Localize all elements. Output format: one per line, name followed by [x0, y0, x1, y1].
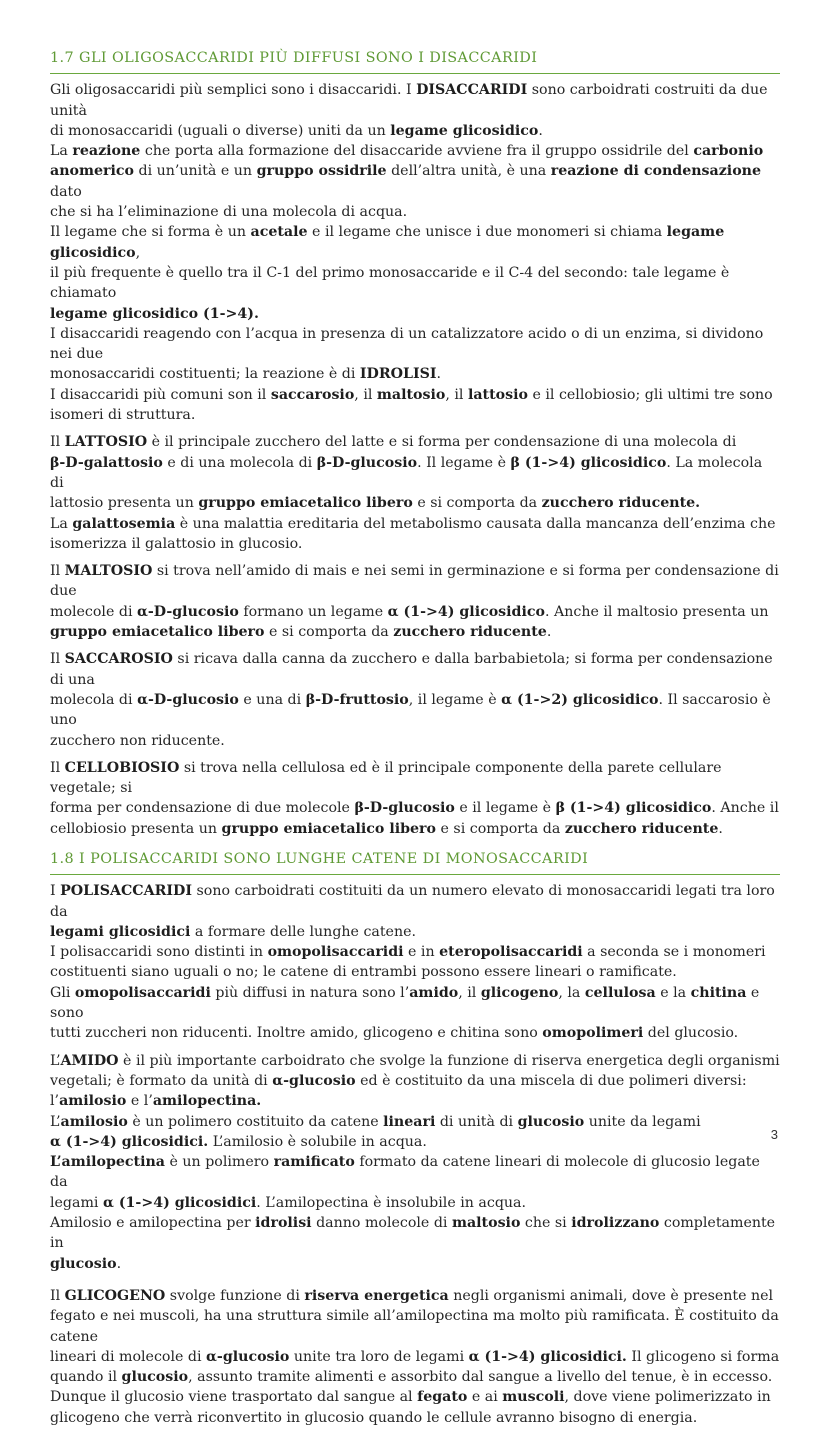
text-run: di un’unità e un	[133, 163, 257, 180]
bold-text: fegato	[417, 1389, 468, 1406]
text-run: Il glicogeno si forma	[626, 1348, 780, 1365]
text-line	[50, 1132, 780, 1152]
text-run: formato da catene lineari di molecole di glucosio legate da	[50, 1154, 765, 1191]
text-run: vegetali; è formato da unità di	[50, 1072, 273, 1089]
text-run: glicogeno che verrà riconvertito in glucosio quando le cellule avranno bisogno di energia.	[50, 1409, 698, 1426]
text-run: e in	[403, 944, 440, 961]
text-run: lineari di molecole di	[50, 1348, 207, 1365]
bold-text: lineari	[383, 1113, 436, 1130]
text-run: è un polimero costituito da catene	[127, 1113, 384, 1130]
text-run: La	[50, 143, 73, 160]
bold-text: idrolisi	[255, 1215, 312, 1232]
text-run: Il legame che si forma è un	[50, 224, 251, 241]
text-run: , il legame è	[408, 691, 502, 708]
bold-text: maltosio	[376, 386, 446, 403]
text-run: molecola di	[50, 691, 138, 708]
text-line	[50, 1347, 780, 1367]
text-line	[50, 514, 780, 534]
text-run: e si comporta da	[412, 495, 542, 512]
text-line	[50, 1152, 780, 1193]
text-line	[50, 922, 780, 942]
text-line	[50, 731, 780, 751]
text-line	[50, 1071, 780, 1091]
bold-text: SACCAROSIO	[64, 651, 173, 668]
bold-text: amilopectina.	[152, 1093, 262, 1110]
text-line	[50, 364, 780, 384]
text-run: svolge funzione di	[165, 1287, 305, 1304]
text-run: è il principale zucchero del latte e si forma per condensazione di una molecola di	[147, 434, 737, 451]
bold-text: gruppo ossidrile	[256, 163, 387, 180]
text-run: e di una molecola di	[162, 454, 317, 471]
text-run: completamente in	[50, 1215, 780, 1252]
text-run: Gli oligosaccaridi più semplici sono i disaccaridi. I	[50, 82, 417, 99]
bold-text: anomerico	[50, 163, 134, 180]
text-line	[50, 881, 780, 922]
text-run: e la	[655, 984, 691, 1001]
text-run: dato	[50, 163, 766, 200]
text-run: Il	[50, 651, 65, 668]
bold-text: LATTOSIO	[64, 434, 148, 451]
text-run: . Anche il	[711, 800, 779, 817]
text-run: unite da legami	[584, 1113, 701, 1130]
bold-text: legami glicosidici	[50, 923, 191, 940]
text-run: lattosio presenta un	[50, 495, 199, 512]
bold-text: β-D-glucosio	[316, 454, 418, 471]
text-run: più diffusi in natura sono l’	[210, 984, 410, 1001]
text-run: l’	[50, 1093, 60, 1110]
text-line	[50, 1408, 780, 1428]
text-line	[50, 622, 780, 642]
text-run: L’	[50, 1052, 61, 1069]
bold-text: gruppo emiacetalico libero	[221, 820, 436, 837]
text-run: si trova nell’amido di mais e nei semi in germinazione e si forma per condensazione di due	[50, 563, 784, 600]
bold-text: GLICOGENO	[64, 1287, 166, 1304]
bold-text: riserva energetica	[304, 1287, 449, 1304]
text-run: isomerizza il galattosio in glucosio.	[50, 535, 303, 552]
text-line	[50, 222, 780, 263]
bold-text: reazione	[72, 143, 141, 160]
section-heading-1-7: 1.7 GLI OLIGOSACCARIDI PIÙ DIFFUSI SONO I DISACCARIDI	[50, 48, 780, 74]
text-run: e sono	[50, 984, 764, 1022]
bold-text: POLISACCARIDI	[60, 883, 192, 900]
bold-text: carbonio	[693, 143, 764, 160]
text-line	[50, 1091, 780, 1111]
text-line	[50, 819, 780, 839]
bold-text: legame glicosidico	[50, 224, 730, 261]
text-line	[50, 432, 780, 452]
text-line	[50, 1213, 780, 1254]
document-page	[50, 48, 784, 1435]
text-run: forma per condensazione di due molecole	[50, 800, 355, 817]
text-line	[50, 962, 780, 982]
bold-text: amilosio	[60, 1113, 128, 1130]
text-run: quando il	[50, 1369, 122, 1386]
text-run: cellobiosio presenta un	[50, 820, 222, 837]
text-line	[50, 602, 780, 622]
text-run: . L’amilopectina è insolubile in acqua.	[256, 1194, 527, 1211]
bold-text: β (1->4) glicosidico	[555, 800, 712, 817]
bold-text: α (1->2) glicosidico	[501, 691, 659, 708]
bold-text: CELLOBIOSIO	[64, 759, 180, 776]
paragraph	[50, 432, 780, 554]
text-line	[50, 493, 780, 513]
bold-text: α (1->4) glicosidici.	[50, 1133, 209, 1150]
text-line	[50, 561, 784, 602]
text-line	[50, 649, 780, 690]
text-line	[50, 690, 780, 731]
text-run: , il	[458, 984, 481, 1001]
text-run: danno molecole di	[311, 1215, 452, 1232]
bold-text: β-D-glucosio	[354, 800, 455, 817]
text-run: e si comporta da	[264, 624, 394, 641]
bold-text: eteropolisaccaridi	[439, 944, 583, 961]
text-line	[50, 161, 780, 202]
bold-text: lattosio	[467, 386, 528, 403]
bold-text: α-D-glucosio	[137, 603, 239, 620]
text-run: legami	[50, 1194, 103, 1211]
text-run: Il	[50, 759, 65, 776]
text-run: Amilosio e amilopectina per	[50, 1215, 256, 1232]
text-run: I polisaccaridi sono distinti in	[50, 944, 268, 961]
bold-text: IDROLISI	[359, 366, 437, 383]
bold-text: MALTOSIO	[64, 563, 153, 580]
text-run: e il cellobiosio; gli ultimi tre sono	[527, 386, 773, 403]
bold-text: L’amilopectina	[50, 1154, 165, 1171]
text-line	[50, 385, 780, 405]
text-run: a seconda se i monomeri	[582, 944, 766, 961]
text-run: è una malattia ereditaria del metabolismo causata dalla mancanza dell’enzima che	[175, 515, 776, 532]
bold-text: saccarosio	[270, 386, 355, 403]
text-run: e il legame è	[454, 800, 556, 817]
bold-text: α-glucosio	[272, 1072, 356, 1089]
text-run: formano un legame	[238, 603, 388, 620]
paragraph	[50, 881, 780, 1043]
text-run: . Il legame è	[417, 454, 511, 471]
section-heading-1-8: 1.8 I POLISACCARIDI SONO LUNGHE CATENE DI MONOSACCARIDI	[50, 849, 780, 875]
text-run: sono carboidrati costituiti da un numero elevato di monosaccaridi legati tra loro da	[50, 883, 780, 920]
paragraph	[50, 80, 780, 425]
text-run: Gli	[50, 984, 75, 1001]
text-run: , assunto tramite alimenti e assorbito dal sangue a livello del tenue, è in eccesso.	[188, 1369, 773, 1386]
text-line	[50, 1112, 780, 1132]
text-line	[50, 1193, 780, 1213]
text-line	[50, 798, 780, 818]
text-line	[50, 324, 780, 365]
text-run: si ricava dalla canna da zucchero e dalla barbabietola; si forma per condensazione di una	[50, 651, 778, 688]
text-line	[50, 1387, 780, 1407]
paragraph	[50, 758, 780, 839]
bold-text: α (1->4) glicosidico	[387, 603, 545, 620]
text-line	[50, 983, 780, 1024]
text-run: fegato e nei muscoli, ha una struttura simile all’amilopectina ma molto più ramificata. È costituito da catene	[50, 1308, 784, 1345]
bold-text: gruppo emiacetalico libero	[198, 495, 413, 512]
text-run: , la	[558, 984, 585, 1001]
text-run: La	[50, 515, 73, 532]
text-run: , il	[445, 386, 468, 403]
text-line	[50, 121, 780, 141]
text-line	[50, 453, 780, 494]
paragraph	[50, 1051, 780, 1274]
bold-text: glicogeno	[480, 984, 559, 1001]
text-run: di unità di	[435, 1113, 518, 1130]
text-run: è il più importante carboidrato che svolge la funzione di riserva energetica degli organismi	[118, 1052, 780, 1069]
text-run: si trova nella cellulosa ed è il principale componente della parete cellulare vegetale; si	[50, 759, 727, 797]
bold-text: acetale	[250, 224, 308, 241]
text-run: che si ha l’eliminazione di una molecola di acqua.	[50, 204, 408, 221]
text-run: e ai	[467, 1389, 503, 1406]
text-run: I	[50, 883, 61, 900]
text-run: . La molecola di	[50, 454, 767, 491]
bold-text: DISACCARIDI	[416, 82, 528, 99]
bold-text: zucchero riducente.	[541, 495, 701, 512]
text-run: . Il saccarosio è uno	[50, 691, 776, 729]
bold-text: amilosio	[59, 1093, 127, 1110]
text-run: ,	[135, 244, 141, 261]
bold-text: glucosio	[517, 1113, 585, 1130]
bold-text: galattosemia	[72, 515, 176, 532]
bold-text: legame glicosidico (1->4).	[50, 305, 259, 322]
text-run: sono carboidrati costruiti da due unità	[50, 82, 773, 119]
text-run: ed è costituito da una miscela di due polimeri diversi:	[355, 1072, 747, 1089]
text-run: .	[436, 366, 442, 383]
text-run: di monosaccaridi (uguali o diverse) uniti da un	[50, 122, 391, 139]
bold-text: zucchero riducente	[393, 624, 547, 641]
bold-text: maltosio	[451, 1215, 521, 1232]
text-line	[50, 263, 780, 304]
bold-text: zucchero riducente	[564, 820, 719, 837]
text-run: , dove viene polimerizzato in	[564, 1389, 771, 1406]
text-run: . Anche il maltosio presenta un	[544, 603, 769, 620]
bold-text: α (1->4) glicosidici.	[468, 1348, 627, 1365]
paragraph	[50, 1286, 784, 1428]
bold-text: glucosio	[50, 1255, 117, 1272]
text-run: I disaccaridi reagendo con l’acqua in presenza di un catalizzatore acido o di un enzima, si dividono nei due	[50, 325, 768, 363]
bold-text: glucosio	[121, 1369, 189, 1386]
text-run: tutti zuccheri non riducenti. Inoltre amido, glicogeno e chitina sono	[50, 1025, 543, 1042]
text-run: a formare delle lunghe catene.	[190, 923, 416, 940]
text-line	[50, 1367, 780, 1387]
text-run: il più frequente è quello tra il C-1 del primo monosaccaride e il C-4 del secondo: tale legame è chiamato	[50, 264, 734, 302]
bold-text: ramificato	[273, 1154, 355, 1171]
section-body-1-8	[50, 881, 784, 1428]
page-number: 3	[770, 1127, 778, 1142]
text-run: isomeri di struttura.	[50, 407, 196, 424]
text-run: dell’altra unità, è una	[386, 163, 551, 180]
bold-text: omopolisaccaridi	[267, 944, 404, 961]
bold-text: β (1->4) glicosidico	[510, 454, 667, 471]
text-run: molecole di	[50, 603, 137, 620]
bold-text: chitina	[690, 984, 747, 1001]
text-line	[50, 758, 780, 799]
text-line	[50, 405, 780, 425]
text-run: del glucosio.	[643, 1025, 739, 1042]
paragraph	[50, 649, 780, 750]
text-run: è un polimero	[165, 1154, 274, 1171]
text-line	[50, 1254, 780, 1274]
text-run: L’	[50, 1113, 61, 1130]
text-line	[50, 534, 780, 554]
bold-text: α-glucosio	[206, 1348, 290, 1365]
text-run: , il	[354, 386, 377, 403]
bold-text: α (1->4) glicosidici	[102, 1194, 257, 1211]
text-run: che si	[520, 1215, 572, 1232]
text-line	[50, 80, 780, 121]
text-run: Il	[50, 1287, 65, 1304]
bold-text: omopolimeri	[542, 1025, 644, 1042]
text-run: .	[538, 122, 543, 139]
bold-text: amido	[409, 984, 459, 1001]
text-line	[50, 1286, 780, 1306]
bold-text: muscoli	[502, 1389, 565, 1406]
text-run: Il	[50, 563, 65, 580]
bold-text: β-D-fruttosio	[305, 691, 409, 708]
bold-text: idrolizzano	[571, 1215, 660, 1232]
text-line	[50, 304, 780, 324]
text-run: e una di	[238, 691, 306, 708]
text-run: Il	[50, 434, 65, 451]
text-run: .	[718, 820, 723, 837]
text-run: unite tra loro de legami	[289, 1348, 469, 1365]
text-line	[50, 942, 780, 962]
bold-text: AMIDO	[60, 1052, 119, 1069]
section-body-1-7	[50, 80, 784, 839]
bold-text: α-D-glucosio	[137, 691, 239, 708]
text-run: .	[546, 624, 552, 641]
bold-text: cellulosa	[584, 984, 656, 1001]
bold-text: omopolisaccaridi	[74, 984, 211, 1001]
text-line	[50, 141, 780, 161]
text-run: e l’	[126, 1093, 153, 1110]
text-run: che porta alla formazione del disaccaride avviene fra il gruppo ossidrile del	[140, 143, 694, 160]
text-run: e il legame che unisce i due monomeri si chiama	[307, 224, 667, 241]
text-line	[50, 1023, 780, 1043]
text-run: L’amilosio è solubile in acqua.	[208, 1133, 427, 1150]
bold-text: reazione di condensazione	[550, 163, 761, 180]
text-line	[50, 1306, 784, 1347]
bold-text: β-D-galattosio	[50, 454, 163, 471]
text-run: costituenti siano uguali o no; le catene di entrambi possono essere lineari o ramificate.	[50, 964, 677, 981]
text-run: .	[116, 1255, 122, 1272]
text-run: negli organismi animali, dove è presente nel	[448, 1287, 774, 1304]
text-line	[50, 1051, 780, 1071]
text-run: zucchero non riducente.	[50, 732, 225, 749]
bold-text: gruppo emiacetalico libero	[50, 624, 265, 641]
text-run: monosaccaridi costituenti; la reazione è di	[50, 366, 360, 383]
text-line	[50, 202, 780, 222]
text-run: I disaccaridi più comuni son il	[50, 386, 271, 403]
text-run: Dunque il glucosio viene trasportato dal sangue al	[50, 1389, 418, 1406]
paragraph	[50, 561, 784, 642]
text-run: e si comporta da	[436, 820, 565, 837]
bold-text: legame glicosidico	[390, 122, 539, 139]
